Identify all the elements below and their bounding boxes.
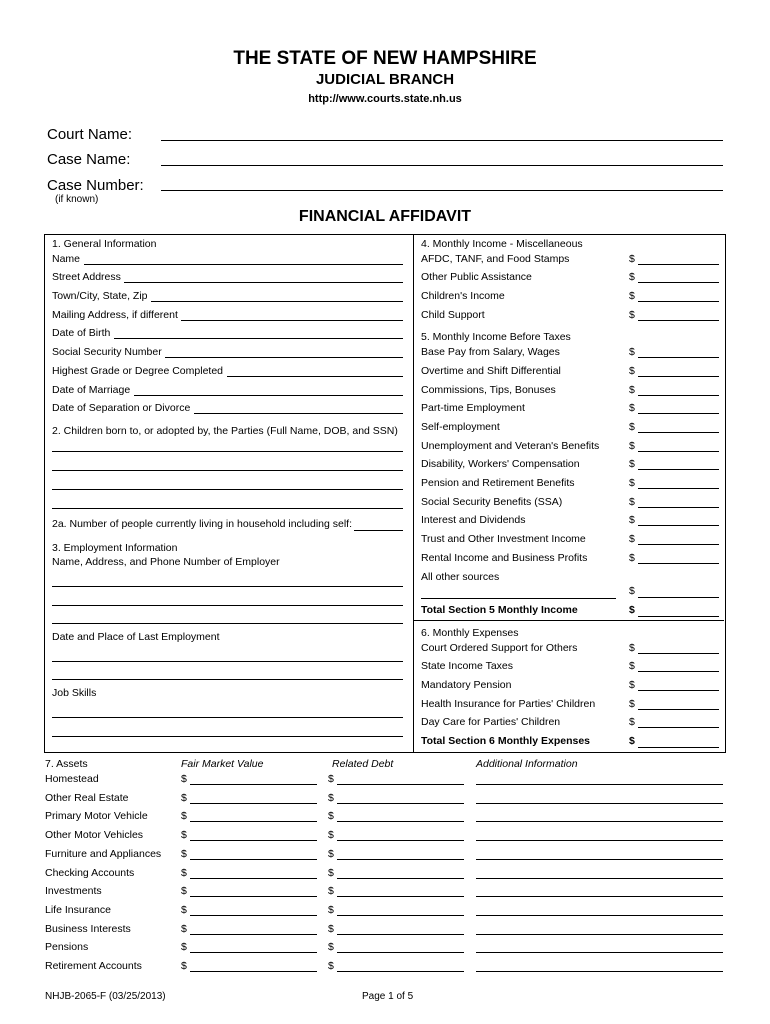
case-number-label: Case Number: xyxy=(47,177,144,194)
income-label: Interest and Dividends xyxy=(421,514,526,526)
income-label: Social Security Benefits (SSA) xyxy=(421,496,563,508)
fmv-dollar: $ xyxy=(181,960,187,972)
income-label: Overtime and Shift Differential xyxy=(421,365,561,377)
debt-dollar: $ xyxy=(328,885,334,897)
debt-dollar: $ xyxy=(328,867,334,879)
info-field[interactable] xyxy=(476,896,723,897)
misc-income-dollar: $ xyxy=(629,309,635,321)
last-employment-label: Date and Place of Last Employment xyxy=(52,631,220,643)
debt-dollar: $ xyxy=(328,904,334,916)
fmv-dollar: $ xyxy=(181,829,187,841)
income-dollar: $ xyxy=(629,384,635,396)
income-label: Unemployment and Veteran's Benefits xyxy=(421,440,600,452)
debt-field[interactable] xyxy=(337,934,464,935)
last-employment-line-2[interactable] xyxy=(52,679,403,680)
asset-label: Other Motor Vehicles xyxy=(45,829,144,841)
fmv-dollar: $ xyxy=(181,792,187,804)
asset-label: Other Real Estate xyxy=(45,792,129,804)
debt-dollar: $ xyxy=(328,941,334,953)
other-sources-label: All other sources xyxy=(421,571,500,583)
expense-label: Mandatory Pension xyxy=(421,679,512,691)
fmv-field[interactable] xyxy=(190,952,317,953)
section4-title: 4. Monthly Income - Miscellaneous xyxy=(421,238,583,250)
fmv-field[interactable] xyxy=(190,896,317,897)
asset-label: Checking Accounts xyxy=(45,867,135,879)
debt-field[interactable] xyxy=(337,821,464,822)
expense-dollar: $ xyxy=(629,660,635,672)
asset-label: Furniture and Appliances xyxy=(45,848,162,860)
section6-total-field[interactable] xyxy=(638,747,719,748)
debt-dollar: $ xyxy=(328,960,334,972)
income-dollar: $ xyxy=(629,421,635,433)
debt-dollar: $ xyxy=(328,848,334,860)
expense-dollar: $ xyxy=(629,679,635,691)
expense-label: Health Insurance for Parties' Children xyxy=(421,698,596,710)
income-label: Base Pay from Salary, Wages xyxy=(421,346,560,358)
debt-field[interactable] xyxy=(337,971,464,972)
income-amount-field[interactable] xyxy=(638,544,719,545)
expense-dollar: $ xyxy=(629,698,635,710)
income-label: Disability, Workers' Compensation xyxy=(421,458,580,470)
court-name-field[interactable] xyxy=(161,140,723,141)
expense-dollar: $ xyxy=(629,642,635,654)
section5-title: 5. Monthly Income Before Taxes xyxy=(421,331,571,343)
general-field-input[interactable] xyxy=(124,282,403,283)
job-skills-label: Job Skills xyxy=(52,687,97,699)
asset-label: Primary Motor Vehicle xyxy=(45,810,148,822)
employer-line-2[interactable] xyxy=(52,605,403,606)
expense-dollar: $ xyxy=(629,716,635,728)
fmv-dollar: $ xyxy=(181,773,187,785)
general-field-input[interactable] xyxy=(181,320,403,321)
general-field-label: Mailing Address, if different xyxy=(52,309,178,321)
income-amount-field[interactable] xyxy=(638,357,719,358)
debt-dollar: $ xyxy=(328,792,334,804)
section6-total-dollar: $ xyxy=(629,735,635,747)
debt-field[interactable] xyxy=(337,784,464,785)
fmv-dollar: $ xyxy=(181,904,187,916)
household-label: 2a. Number of people currently living in household including self: xyxy=(52,518,353,530)
employer-line-1[interactable] xyxy=(52,586,403,587)
section5-divider xyxy=(414,620,724,621)
income-dollar: $ xyxy=(629,365,635,377)
courts-url: http://www.courts.state.nh.us xyxy=(308,93,462,105)
fmv-field[interactable] xyxy=(190,859,317,860)
form-title: FINANCIAL AFFIDAVIT xyxy=(298,208,472,225)
debt-field[interactable] xyxy=(337,840,464,841)
other-sources-amount-field[interactable] xyxy=(638,597,719,598)
section5-total-label: Total Section 5 Monthly Income xyxy=(421,604,578,616)
expense-amount-field[interactable] xyxy=(638,709,719,710)
asset-label: Life Insurance xyxy=(45,904,111,916)
children-line-3[interactable] xyxy=(52,489,403,490)
info-field[interactable] xyxy=(476,915,723,916)
general-field-input[interactable] xyxy=(114,338,403,339)
section7-title: 7. Assets xyxy=(45,758,88,770)
case-name-field[interactable] xyxy=(161,165,723,166)
section2-title: 2. Children born to, or adopted by, the Parties (Full Name, DOB, and SSN) xyxy=(52,425,398,437)
income-dollar: $ xyxy=(629,552,635,564)
fmv-dollar: $ xyxy=(181,848,187,860)
misc-income-amount-field[interactable] xyxy=(638,282,719,283)
income-dollar: $ xyxy=(629,514,635,526)
state-title: THE STATE OF NEW HAMPSHIRE xyxy=(233,48,537,69)
debt-field[interactable] xyxy=(337,915,464,916)
income-amount-field[interactable] xyxy=(638,432,719,433)
debt-dollar: $ xyxy=(328,923,334,935)
debt-field[interactable] xyxy=(337,859,464,860)
job-skills-line-1[interactable] xyxy=(52,717,403,718)
misc-income-label: Children's Income xyxy=(421,290,505,302)
info-field[interactable] xyxy=(476,784,723,785)
income-amount-field[interactable] xyxy=(638,451,719,452)
info-field[interactable] xyxy=(476,934,723,935)
case-name-label: Case Name: xyxy=(47,151,131,168)
children-line-2[interactable] xyxy=(52,470,403,471)
expense-label: State Income Taxes xyxy=(421,660,514,672)
debt-dollar: $ xyxy=(328,810,334,822)
form-id: NHJB-2065-F (03/25/2013) xyxy=(45,991,166,1002)
expense-label: Day Care for Parties' Children xyxy=(421,716,561,728)
other-sources-desc-field[interactable] xyxy=(421,598,616,599)
expense-amount-field[interactable] xyxy=(638,690,719,691)
column-divider xyxy=(413,234,414,752)
income-dollar: $ xyxy=(629,458,635,470)
asset-label: Investments xyxy=(45,885,102,897)
general-field-label: Date of Separation or Divorce xyxy=(52,402,191,414)
general-field-input[interactable] xyxy=(227,376,403,377)
court-name-label: Court Name: xyxy=(47,126,133,143)
income-amount-field[interactable] xyxy=(638,488,719,489)
income-amount-field[interactable] xyxy=(638,376,719,377)
info-field[interactable] xyxy=(476,821,723,822)
income-dollar: $ xyxy=(629,477,635,489)
asset-label: Business Interests xyxy=(45,923,131,935)
income-dollar: $ xyxy=(629,402,635,414)
job-skills-line-2[interactable] xyxy=(52,736,403,737)
misc-income-amount-field[interactable] xyxy=(638,264,719,265)
income-amount-field[interactable] xyxy=(638,395,719,396)
income-label: Rental Income and Business Profits xyxy=(421,552,588,564)
asset-label: Homestead xyxy=(45,773,99,785)
misc-income-amount-field[interactable] xyxy=(638,320,719,321)
debt-field[interactable] xyxy=(337,896,464,897)
asset-label: Pensions xyxy=(45,941,89,953)
if-known-note: (if known) xyxy=(55,194,99,205)
fmv-field[interactable] xyxy=(190,840,317,841)
fmv-dollar: $ xyxy=(181,885,187,897)
general-field-label: Name xyxy=(52,253,81,265)
asset-label: Retirement Accounts xyxy=(45,960,142,972)
info-field[interactable] xyxy=(476,803,723,804)
expense-amount-field[interactable] xyxy=(638,653,719,654)
fmv-field[interactable] xyxy=(190,934,317,935)
employer-line-3[interactable] xyxy=(52,623,403,624)
section3-title: 3. Employment Information xyxy=(52,542,178,554)
info-field[interactable] xyxy=(476,971,723,972)
income-label: Part-time Employment xyxy=(421,402,525,414)
info-field[interactable] xyxy=(476,878,723,879)
info-field[interactable] xyxy=(476,859,723,860)
income-label: Pension and Retirement Benefits xyxy=(421,477,575,489)
fmv-field[interactable] xyxy=(190,971,317,972)
section5-total-dollar: $ xyxy=(629,604,635,616)
income-amount-field[interactable] xyxy=(638,507,719,508)
debt-field[interactable] xyxy=(337,878,464,879)
branch-title: JUDICIAL BRANCH xyxy=(315,71,455,88)
general-field-input[interactable] xyxy=(165,357,403,358)
income-dollar: $ xyxy=(629,440,635,452)
general-field-input[interactable] xyxy=(84,264,403,265)
fmv-dollar: $ xyxy=(181,923,187,935)
page-number: Page 1 of 5 xyxy=(362,991,414,1002)
fmv-dollar: $ xyxy=(181,810,187,822)
misc-income-dollar: $ xyxy=(629,271,635,283)
debt-dollar: $ xyxy=(328,829,334,841)
info-field[interactable] xyxy=(476,840,723,841)
misc-income-dollar: $ xyxy=(629,290,635,302)
section1-title: 1. General Information xyxy=(52,238,157,250)
general-field-input[interactable] xyxy=(151,301,403,302)
debt-field[interactable] xyxy=(337,952,464,953)
misc-income-label: Child Support xyxy=(421,309,485,321)
general-field-label: Town/City, State, Zip xyxy=(52,290,148,302)
misc-income-amount-field[interactable] xyxy=(638,301,719,302)
expense-label: Court Ordered Support for Others xyxy=(421,642,578,654)
section6-title: 6. Monthly Expenses xyxy=(421,627,519,639)
sections-box-bottom xyxy=(44,752,725,753)
fmv-field[interactable] xyxy=(190,784,317,785)
fmv-dollar: $ xyxy=(181,941,187,953)
income-amount-field[interactable] xyxy=(638,413,719,414)
misc-income-label: AFDC, TANF, and Food Stamps xyxy=(421,253,570,265)
general-field-input[interactable] xyxy=(134,395,403,396)
income-amount-field[interactable] xyxy=(638,563,719,564)
fmv-column-header: Fair Market Value xyxy=(181,758,264,770)
info-field[interactable] xyxy=(476,952,723,953)
general-field-label: Street Address xyxy=(52,271,121,283)
employer-label: Name, Address, and Phone Number of Employer xyxy=(52,556,280,568)
income-label: Commissions, Tips, Bonuses xyxy=(421,384,556,396)
misc-income-label: Other Public Assistance xyxy=(421,271,532,283)
last-employment-line-1[interactable] xyxy=(52,661,403,662)
income-label: Self-employment xyxy=(421,421,500,433)
income-amount-field[interactable] xyxy=(638,525,719,526)
other-sources-dollar: $ xyxy=(629,585,635,597)
income-dollar: $ xyxy=(629,533,635,545)
case-number-field[interactable] xyxy=(161,190,723,191)
income-label: Trust and Other Investment Income xyxy=(421,533,586,545)
fmv-field[interactable] xyxy=(190,878,317,879)
expense-amount-field[interactable] xyxy=(638,727,719,728)
general-field-label: Date of Marriage xyxy=(52,384,131,396)
misc-income-dollar: $ xyxy=(629,253,635,265)
general-field-label: Social Security Number xyxy=(52,346,162,358)
fmv-field[interactable] xyxy=(190,821,317,822)
income-dollar: $ xyxy=(629,346,635,358)
debt-column-header: Related Debt xyxy=(332,758,394,770)
household-count-field[interactable] xyxy=(354,530,403,531)
fmv-dollar: $ xyxy=(181,867,187,879)
children-line-1[interactable] xyxy=(52,451,403,452)
general-field-label: Highest Grade or Degree Completed xyxy=(52,365,224,377)
children-line-4[interactable] xyxy=(52,508,403,509)
fmv-field[interactable] xyxy=(190,803,317,804)
section6-total-label: Total Section 6 Monthly Expenses xyxy=(421,735,591,747)
section5-total-field[interactable] xyxy=(638,616,719,617)
expense-amount-field[interactable] xyxy=(638,671,719,672)
income-dollar: $ xyxy=(629,496,635,508)
fmv-field[interactable] xyxy=(190,915,317,916)
info-column-header: Additional Information xyxy=(476,758,578,770)
debt-field[interactable] xyxy=(337,803,464,804)
general-field-input[interactable] xyxy=(194,413,403,414)
income-amount-field[interactable] xyxy=(638,469,719,470)
debt-dollar: $ xyxy=(328,773,334,785)
general-field-label: Date of Birth xyxy=(52,327,111,339)
